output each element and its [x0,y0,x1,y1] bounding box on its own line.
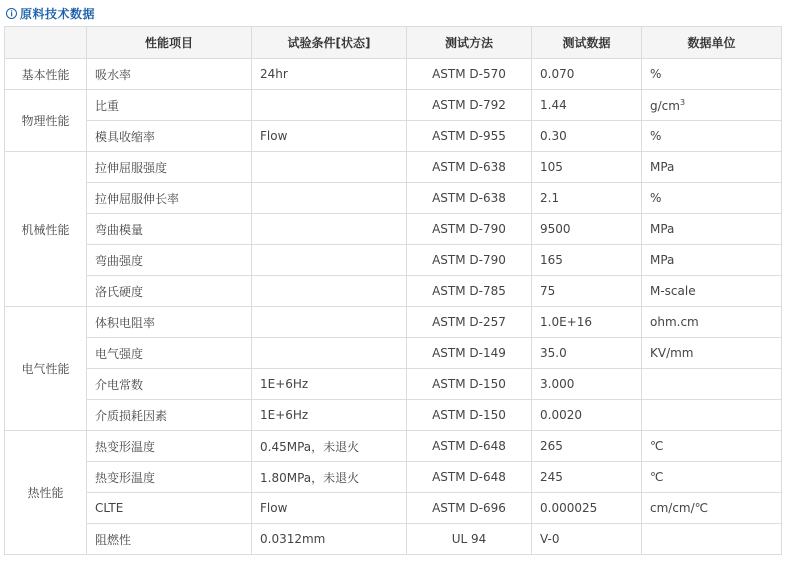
cell-property: 介质损耗因素 [87,400,252,431]
cell-unit: ℃ [642,462,782,493]
cell-method: ASTM D-638 [407,183,532,214]
table-row [5,152,782,183]
cell-condition [252,183,407,214]
table-row [5,431,782,462]
cell-unit: ℃ [642,431,782,462]
cell-unit: % [642,59,782,90]
table-header-row [5,27,782,59]
header-value: 测试数据 [532,27,642,59]
cell-unit: ohm.cm [642,307,782,338]
cell-property: 洛氏硬度 [87,276,252,307]
cell-method: ASTM D-648 [407,462,532,493]
cell-value: 1.44 [532,90,642,121]
cell-property: 体积电阻率 [87,307,252,338]
cell-value: 2.1 [532,183,642,214]
cell-unit: $g/cm^3$ [642,90,782,121]
table-row [5,524,782,555]
cell-method: ASTM D-149 [407,338,532,369]
table-row [5,493,782,524]
cell-property: 弯曲强度 [87,245,252,276]
cell-method: ASTM D-696 [407,493,532,524]
cell-value: 165 [532,245,642,276]
cell-method: ASTM D-785 [407,276,532,307]
cell-value: 245 [532,462,642,493]
cell-value: 75 [532,276,642,307]
cell-condition: 1E+6Hz [252,369,407,400]
cell-method: ASTM D-955 [407,121,532,152]
cell-property: 热变形温度 [87,462,252,493]
cell-property: 介电常数 [87,369,252,400]
cell-method: ASTM D-638 [407,152,532,183]
cell-condition: 1.80MPa，未退火 [252,462,407,493]
cell-property: 弯曲模量 [87,214,252,245]
cell-property: CLTE [87,493,252,524]
cell-unit: MPa [642,152,782,183]
cell-unit: M-scale [642,276,782,307]
group-label: 物理性能 [5,90,87,152]
cell-method: ASTM D-150 [407,400,532,431]
cell-condition [252,276,407,307]
cell-method: ASTM D-792 [407,90,532,121]
cell-value: 1.0E+16 [532,307,642,338]
cell-value: V-0 [532,524,642,555]
table-row [5,245,782,276]
cell-value: 0.0020 [532,400,642,431]
cell-unit: MPa [642,245,782,276]
group-label: 机械性能 [5,152,87,307]
cell-method: ASTM D-790 [407,245,532,276]
table-row [5,338,782,369]
table-row [5,214,782,245]
section-title-text: 原料技术数据 [20,6,96,21]
table-row [5,183,782,214]
cell-condition [252,214,407,245]
cell-unit: % [642,183,782,214]
cell-condition [252,90,407,121]
cell-unit: cm/cm/℃ [642,493,782,524]
cell-condition [252,245,407,276]
cell-method: ASTM D-257 [407,307,532,338]
table-row [5,462,782,493]
cell-unit: % [642,121,782,152]
header-property: 性能项目 [87,27,252,59]
cell-condition: 0.0312mm [252,524,407,555]
cell-property: 比重 [87,90,252,121]
cell-value: 105 [532,152,642,183]
header-group [5,27,87,59]
group-label: 热性能 [5,431,87,555]
cell-unit [642,524,782,555]
table-row [5,307,782,338]
table-row [5,276,782,307]
cell-method: ASTM D-570 [407,59,532,90]
table-row [5,90,782,121]
table-row [5,121,782,152]
cell-value: 0.070 [532,59,642,90]
cell-property: 阻燃性 [87,524,252,555]
cell-unit: KV/mm [642,338,782,369]
header-condition: 试验条件[状态] [252,27,407,59]
cell-method: UL 94 [407,524,532,555]
cell-value: 3.000 [532,369,642,400]
cell-condition: Flow [252,121,407,152]
cell-condition: 24hr [252,59,407,90]
table-row [5,59,782,90]
info-circle-icon [6,8,17,19]
cell-condition: 0.45MPa，未退火 [252,431,407,462]
cell-condition: Flow [252,493,407,524]
technical-data-table [4,26,782,555]
cell-condition [252,307,407,338]
group-label: 电气性能 [5,307,87,431]
cell-method: ASTM D-648 [407,431,532,462]
table-body [5,59,782,555]
cell-value: 265 [532,431,642,462]
cell-method: ASTM D-150 [407,369,532,400]
cell-condition: 1E+6Hz [252,400,407,431]
section-title [0,0,785,26]
table-row [5,369,782,400]
cell-unit [642,400,782,431]
header-unit: 数据单位 [642,27,782,59]
cell-unit [642,369,782,400]
cell-condition [252,152,407,183]
cell-value: 35.0 [532,338,642,369]
cell-property: 模具收缩率 [87,121,252,152]
cell-unit: MPa [642,214,782,245]
cell-property: 拉伸屈服强度 [87,152,252,183]
group-label: 基本性能 [5,59,87,90]
cell-condition [252,338,407,369]
cell-value: 9500 [532,214,642,245]
cell-property: 电气强度 [87,338,252,369]
table-header [5,27,782,59]
cell-property: 吸水率 [87,59,252,90]
header-method: 测试方法 [407,27,532,59]
cell-value: 0.30 [532,121,642,152]
table-row [5,400,782,431]
cell-property: 热变形温度 [87,431,252,462]
cell-method: ASTM D-790 [407,214,532,245]
cell-property: 拉伸屈服伸长率 [87,183,252,214]
cell-value: 0.000025 [532,493,642,524]
